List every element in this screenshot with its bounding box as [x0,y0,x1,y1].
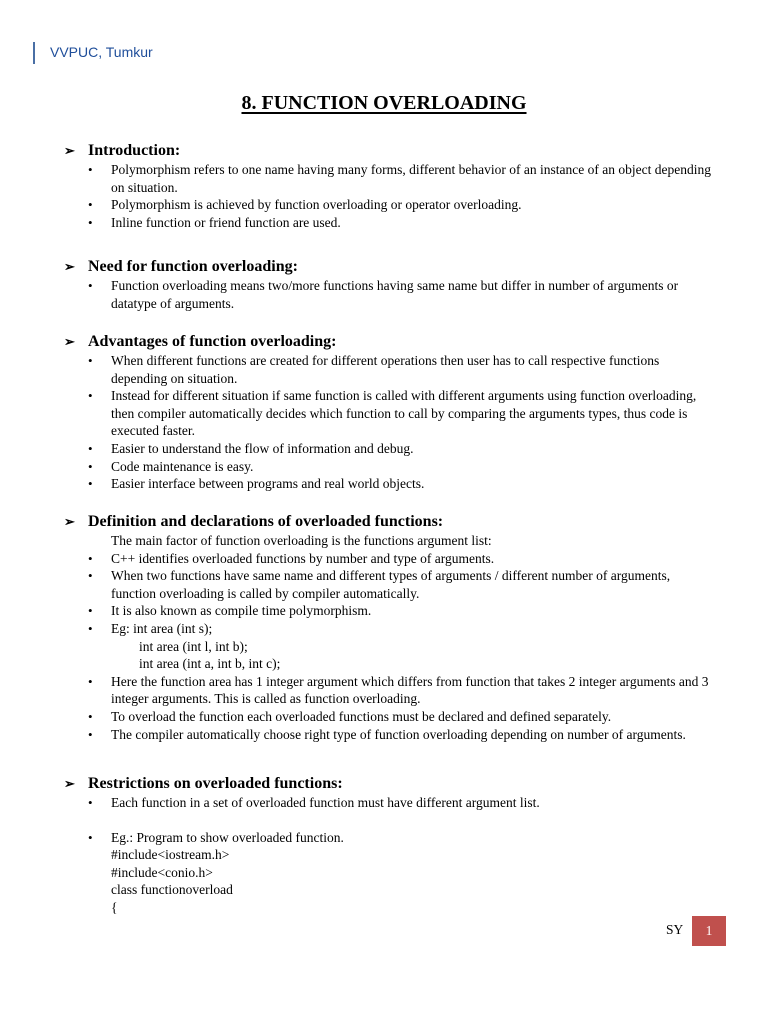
list-item: • Here the function area has 1 integer argument which differs from function that takes 2 integer arguments and 3 integer arguments. This is called as function overloading. [64,673,714,708]
arrow-right-icon: ➢ [64,776,75,791]
arrow-right-icon: ➢ [64,259,75,274]
list-item: • C++ identifies overloaded functions by number and type of arguments. [64,550,714,568]
code-line: #include<iostream.h> [111,847,230,863]
list-item: • To overload the function each overloaded functions must be declared and defined separately. [64,708,714,726]
bullet-list [64,794,714,846]
page-title: 8. FUNCTION OVERLOADING [241,92,527,114]
code-line: #include<conio.h> [111,864,213,880]
list-item: • The compiler automatically choose right type of function overloading depending on number of arguments. [64,726,714,744]
section-need [64,257,714,312]
header-org: VVPUC, Tumkur [50,44,153,60]
code-line: int area (int a, int b, int c); [139,656,281,672]
page-number: 1 [692,916,726,946]
list-item: • When different functions are created for different operations then user has to call respective functions depending on situation. [64,352,714,387]
bullet-list [64,352,714,493]
arrow-right-icon: ➢ [64,334,75,349]
code-line: int area (int l, int b); [139,638,248,654]
section-heading: ➢ Advantages of function overloading: [64,333,337,350]
section-definition [64,512,714,743]
list-item: • Easier to understand the flow of information and debug. [64,440,714,458]
section-heading: ➢ Definition and declarations of overloaded functions: [64,513,444,530]
bullet-list [64,673,714,743]
list-item: • Eg: int area (int s); [64,620,714,638]
list-item: • Eg.: Program to show overloaded function. [64,829,714,847]
code-line: { [111,899,118,915]
lead-text: The main factor of function overloading is the functions argument list: [111,533,492,548]
list-item: • Function overloading means two/more functions having same name but differ in number of arguments or datatype of arguments. [64,277,714,312]
list-item: • Instead for different situation if same function is called with different arguments using function overloading, then compiler automatically decides which function to call by comparing the arguments types, thus code is executed faster. [64,387,714,440]
arrow-right-icon: ➢ [64,514,75,529]
list-item: • Polymorphism is achieved by function overloading or operator overloading. [64,196,714,214]
bullet-list [64,161,714,231]
footer-initials: SY [666,922,684,937]
section-advantages [64,332,714,493]
list-item: • Inline function or friend function are used. [64,214,714,232]
list-item: • Code maintenance is easy. [64,458,714,476]
section-introduction [64,141,714,231]
bullet-list [64,277,714,312]
section-restrictions [64,774,714,917]
section-heading: ➢ Need for function overloading: [64,258,298,275]
bullet-list [64,550,714,638]
list-item: • Polymorphism refers to one name having many forms, different behavior of an instance of an object depending on situation. [64,161,714,196]
list-item: • Easier interface between programs and real world objects. [64,475,714,493]
list-item: • Each function in a set of overloaded function must have different argument list. [64,794,714,812]
code-line: class functionoverload [111,882,233,898]
section-heading: ➢ Restrictions on overloaded functions: [64,775,343,792]
section-heading: ➢ Introduction: [64,142,181,159]
arrow-right-icon: ➢ [64,143,75,158]
header-rule [33,42,35,64]
list-item: • It is also known as compile time polymorphism. [64,602,714,620]
list-item: • When two functions have same name and different types of arguments / different number of arguments, function overloading is called by compiler automatically. [64,567,714,602]
